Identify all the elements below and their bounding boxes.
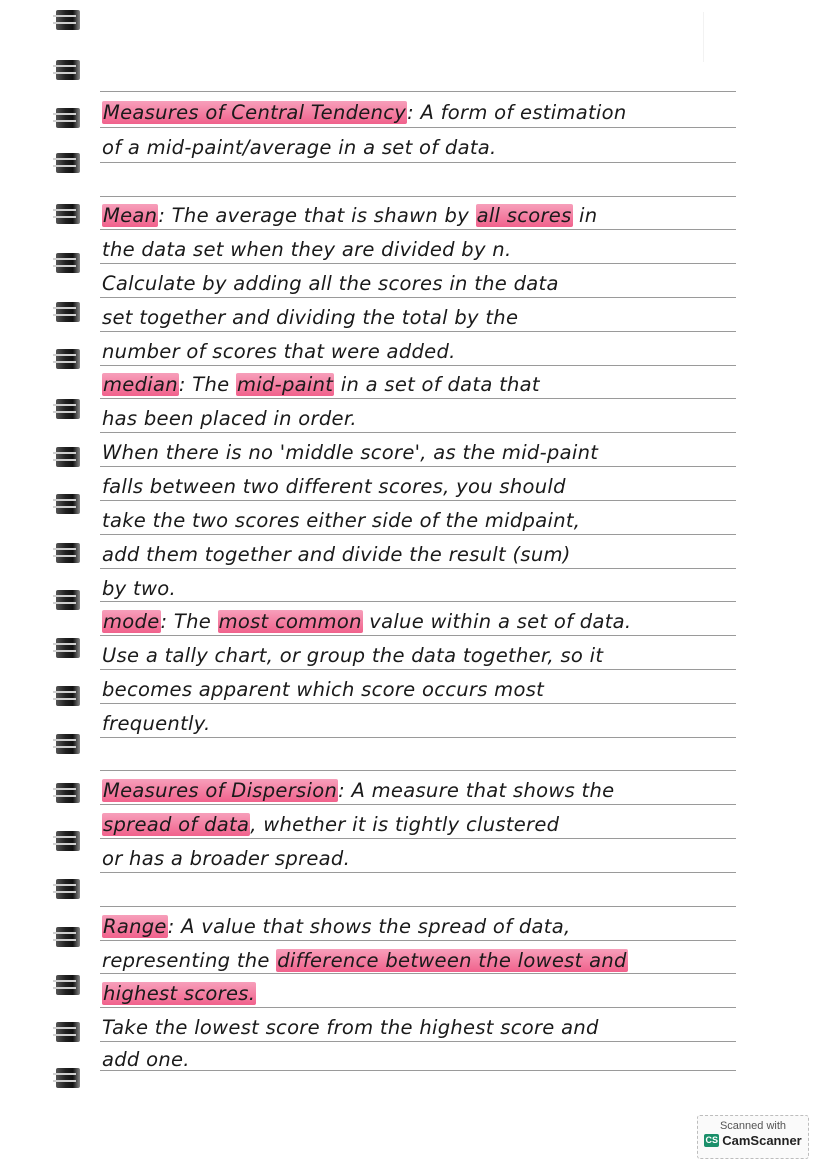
note-text: : The average that is shawn by <box>158 204 476 227</box>
highlighted-phrase: mid-paint <box>236 373 334 396</box>
spiral-ring <box>56 686 80 706</box>
watermark-brand-row <box>698 1133 808 1148</box>
spiral-ring <box>56 638 80 658</box>
spiral-ring <box>56 1068 80 1088</box>
rule-line <box>100 91 736 92</box>
note-line <box>102 813 752 843</box>
spiral-ring <box>56 349 80 369</box>
note-text: in <box>572 204 598 227</box>
highlighted-term: Measures of Central Tendency <box>103 101 407 124</box>
note-line <box>102 779 752 809</box>
note-text: in a set of data that <box>334 373 540 396</box>
spiral-ring <box>56 253 80 273</box>
highlighted-phrase: most common <box>218 610 362 633</box>
note-line: the data set when they are divided by n. <box>102 238 512 261</box>
spiral-ring <box>56 734 80 754</box>
note-line: of a mid-paint/average in a set of data. <box>102 136 497 159</box>
spiral-ring <box>56 60 80 80</box>
note-line: When there is no 'middle score', as the mid-paint <box>102 441 599 464</box>
note-line <box>102 610 752 640</box>
highlighted-term: Mean <box>103 204 158 227</box>
spiral-ring <box>56 108 80 128</box>
note-text: representing the <box>102 949 277 972</box>
note-text: , whether it is tightly clustered <box>250 813 560 836</box>
camscanner-logo-icon: CS <box>705 1135 718 1145</box>
faint-mark <box>703 12 724 62</box>
note-line: falls between two different scores, you should <box>102 475 566 498</box>
spiral-ring <box>56 831 80 851</box>
spiral-ring <box>56 543 80 563</box>
camscanner-watermark <box>697 1115 809 1159</box>
note-line: or has a broader spread. <box>102 847 351 870</box>
highlighted-phrase: all scores <box>476 204 572 227</box>
highlighted-term: median <box>103 373 178 396</box>
highlighted-phrase: difference between the lowest and <box>277 949 627 972</box>
watermark-brand: CamScanner <box>722 1133 802 1148</box>
rule-line <box>100 906 736 907</box>
spiral-ring <box>56 447 80 467</box>
note-line: Use a tally chart, or group the data together, so it <box>102 644 604 667</box>
note-line <box>102 915 752 945</box>
note-text: value within a set of data. <box>362 610 632 633</box>
note-line: set together and dividing the total by the <box>102 306 519 329</box>
spiral-ring <box>56 879 80 899</box>
note-line <box>102 949 752 979</box>
rule-line <box>100 196 736 197</box>
highlighted-phrase: highest scores. <box>103 982 256 1005</box>
note-line: add them together and divide the result (sum) <box>102 543 571 566</box>
note-line: add one. <box>102 1048 190 1071</box>
rule-line <box>100 770 736 771</box>
note-line: becomes apparent which score occurs most <box>102 678 545 701</box>
highlighted-term: mode <box>103 610 160 633</box>
note-line: has been placed in order. <box>102 407 357 430</box>
spiral-ring <box>56 590 80 610</box>
note-line: Calculate by adding all the scores in the data <box>102 272 559 295</box>
note-line <box>102 101 752 131</box>
highlighted-term: Range <box>103 915 167 938</box>
highlighted-term: Measures of Dispersion <box>103 779 338 802</box>
spiral-ring <box>56 302 80 322</box>
spiral-ring <box>56 783 80 803</box>
spiral-ring <box>56 10 80 30</box>
spiral-ring <box>56 399 80 419</box>
note-line: take the two scores either side of the midpaint, <box>102 509 581 532</box>
note-line <box>102 204 752 234</box>
note-line: number of scores that were added. <box>102 340 456 363</box>
spiral-ring <box>56 975 80 995</box>
highlighted-phrase: spread of data <box>103 813 250 836</box>
note-line <box>102 982 752 1012</box>
note-text: : The <box>178 373 236 396</box>
spiral-ring <box>56 1022 80 1042</box>
note-text: : A value that shows the spread of data, <box>167 915 571 938</box>
spiral-ring <box>56 204 80 224</box>
spiral-ring <box>56 153 80 173</box>
note-line: by two. <box>102 577 176 600</box>
note-text: : A form of estimation <box>407 101 627 124</box>
note-text: : The <box>160 610 218 633</box>
spiral-ring <box>56 927 80 947</box>
note-line: frequently. <box>102 712 211 735</box>
note-text: : A measure that shows the <box>338 779 615 802</box>
watermark-caption: Scanned with <box>719 1120 787 1132</box>
note-line <box>102 373 752 403</box>
note-line: Take the lowest score from the highest score and <box>102 1016 599 1039</box>
spiral-ring <box>56 494 80 514</box>
